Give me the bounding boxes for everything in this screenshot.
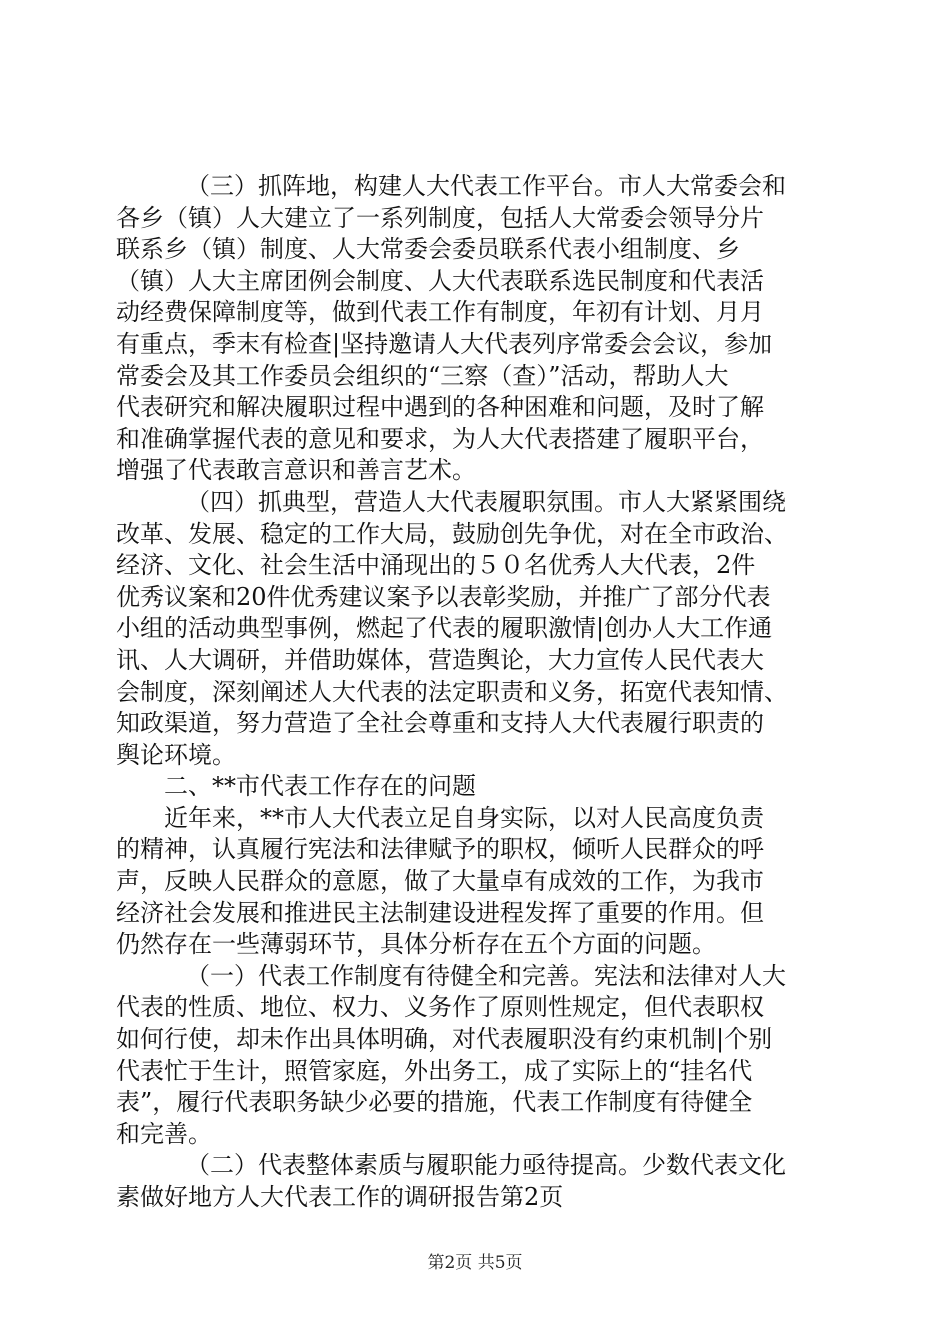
section-heading: 二、**市代表工作存在的问题 (164, 772, 476, 801)
paragraph-line: （二）代表整体素质与履职能力亟待提高。少数代表文化 (186, 1151, 786, 1180)
paragraph-line: 和完善。 (116, 1119, 212, 1148)
paragraph-line: 改革、发展、稳定的工作大局，鼓励创先争优，对在全市政治、 (116, 519, 788, 548)
paragraph-line: 近年来，**市人大代表立足自身实际，以对人民高度负责 (164, 803, 764, 832)
paragraph-line: 优秀议案和20件优秀建议案予以表彰奖励，并推广了部分代表 (116, 582, 771, 611)
page-footer: 第2页 共5页 (427, 1253, 523, 1273)
paragraph-line: 代表忙于生计，照管家庭，外出务工，成了实际上的“挂名代 (116, 1056, 753, 1085)
paragraph-line: 经济、文化、社会生活中涌现出的５０名优秀人大代表，2件 (116, 551, 756, 580)
paragraph-line: 表”，履行代表职务缺少必要的措施，代表工作制度有待健全 (116, 1088, 753, 1117)
paragraph-line: 如何行使，却未作出具体明确，对代表履职没有约束机制|个别 (116, 1025, 773, 1054)
paragraph-line: 的精神，认真履行宪法和法律赋予的职权，倾听人民群众的呼 (116, 835, 764, 864)
paragraph-line: 经济社会发展和推进民主法制建设进程发挥了重要的作用。但 (116, 898, 764, 927)
paragraph-line: （镇）人大主席团例会制度、人大代表联系选民制度和代表活 (116, 266, 764, 295)
paragraph-line: 小组的活动典型事例，燃起了代表的履职激情|创办人大工作通 (116, 614, 773, 643)
paragraph-line: （四）抓典型，营造人大代表履职氛围。市人大紧紧围绕 (186, 487, 786, 516)
paragraph-line: 舆论环境。 (116, 740, 236, 769)
paragraph-line: 会制度，深刻阐述人大代表的法定职责和义务，拓宽代表知情、 (116, 677, 788, 706)
document-body (116, 171, 836, 1214)
paragraph-line: 和准确掌握代表的意见和要求，为人大代表搭建了履职平台， (116, 424, 764, 453)
paragraph-line: 各乡（镇）人大建立了一系列制度，包括人大常委会领导分片 (116, 203, 764, 232)
paragraph-line: 有重点，季末有检查|坚持邀请人大代表列序常委会会议，参加 (116, 329, 773, 358)
paragraph-line: 联系乡（镇）制度、人大常委会委员联系代表小组制度、乡 (116, 235, 740, 264)
paragraph-line: （三）抓阵地，构建人大代表工作平台。市人大常委会和 (186, 172, 786, 200)
paragraph-line: 代表研究和解决履职过程中遇到的各种困难和问题，及时了解 (116, 393, 764, 422)
paragraph-line: 仍然存在一些薄弱环节，具体分析存在五个方面的问题。 (116, 930, 716, 959)
paragraph-line: 素做好地方人大代表工作的调研报告第2页 (116, 1183, 564, 1211)
paragraph-line: 增强了代表敢言意识和善言艺术。 (116, 456, 476, 485)
paragraph-line: 讯、人大调研，并借助媒体，营造舆论，大力宣传人民代表大 (116, 645, 764, 674)
paragraph-line: （一）代表工作制度有待健全和完善。宪法和法律对人大 (186, 961, 786, 990)
paragraph-line: 知政渠道，努力营造了全社会尊重和支持人大代表履行职责的 (116, 709, 764, 738)
paragraph-line: 动经费保障制度等，做到代表工作有制度，年初有计划、月月 (116, 298, 764, 327)
paragraph-line: 声，反映人民群众的意愿，做了大量卓有成效的工作，为我市 (116, 867, 764, 896)
paragraph-line: 代表的性质、地位、权力、义务作了原则性规定，但代表职权 (116, 993, 764, 1022)
paragraph-line: 常委会及其工作委员会组织的“三察（查）”活动，帮助人大 (116, 361, 729, 390)
